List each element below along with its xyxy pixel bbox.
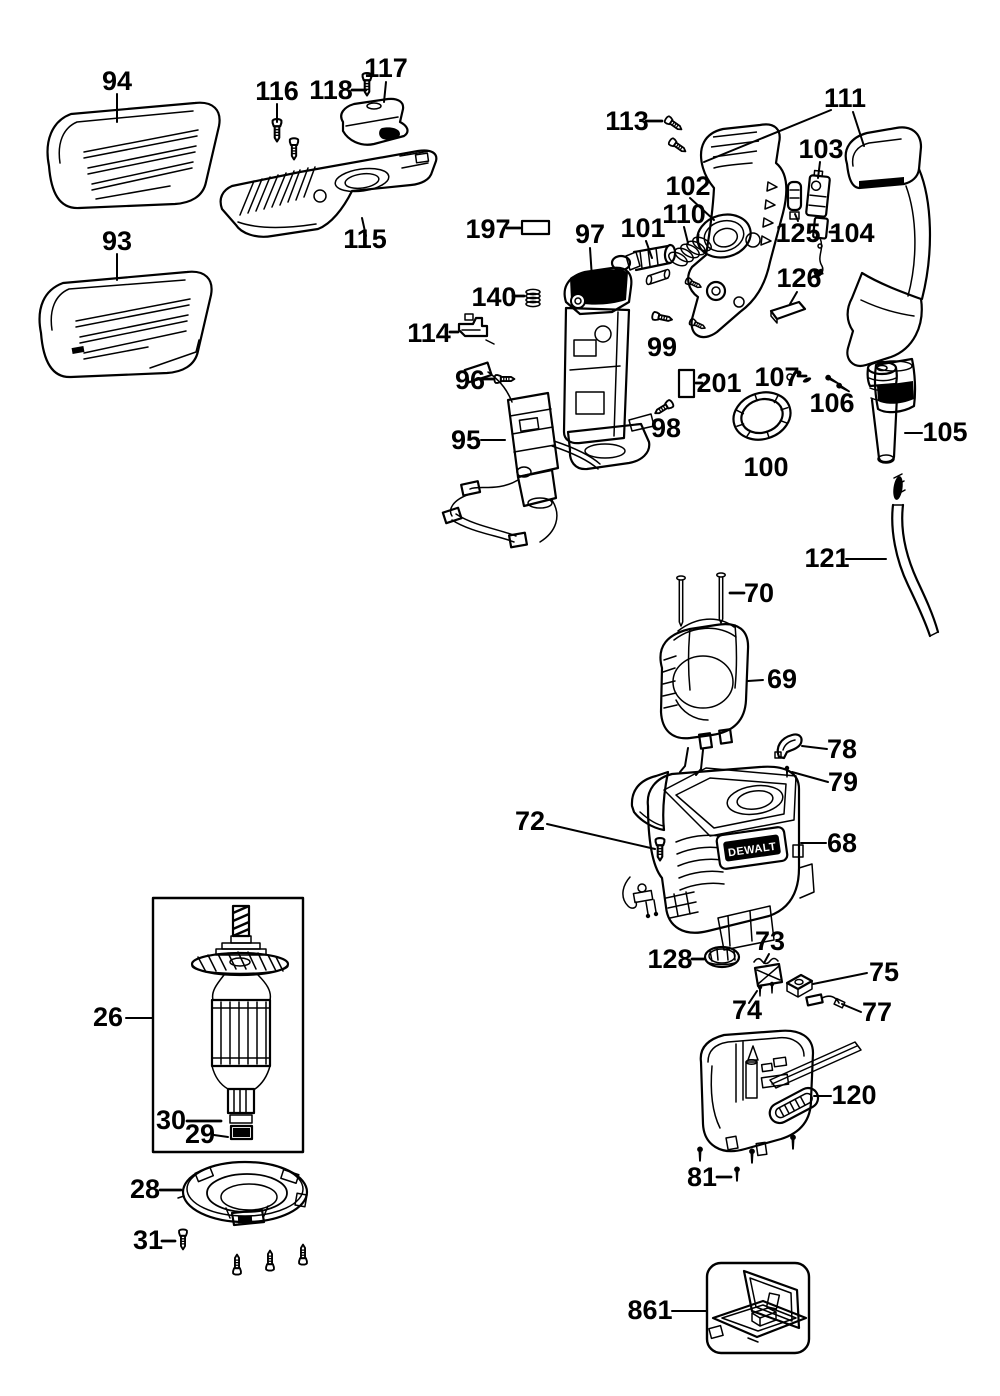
part-label-120: 120	[831, 1080, 877, 1110]
part-label-125: 125	[775, 218, 821, 248]
part-75-brush-cap-drawing	[787, 975, 812, 997]
part-label-101: 101	[620, 213, 666, 243]
part-label-116: 116	[255, 76, 299, 106]
part-label-861: 861	[627, 1295, 673, 1325]
part-label-115: 115	[343, 224, 387, 254]
part-label-126: 126	[776, 263, 822, 293]
part-label-30: 30	[155, 1105, 187, 1135]
part-label-72: 72	[514, 806, 546, 836]
part-label-94: 94	[101, 66, 133, 96]
part-label-100: 100	[743, 452, 789, 482]
part-label-99: 99	[646, 332, 678, 362]
part-78-brush-clip-drawing	[775, 734, 802, 758]
part-74-brush-holder-drawing	[755, 964, 782, 997]
part-126-label-plate-drawing	[771, 302, 805, 323]
part-label-97: 97	[574, 219, 606, 249]
part-69-field-drawing	[660, 619, 748, 775]
part-label-81: 81	[686, 1162, 718, 1192]
part-label-29: 29	[184, 1119, 216, 1149]
part-label-107: 107	[754, 362, 800, 392]
part-label-113: 113	[605, 106, 649, 136]
part-116-screws-drawing	[273, 119, 299, 159]
part-28-baffle-drawing	[178, 1162, 307, 1225]
part-label-104: 104	[829, 218, 875, 248]
part-label-118: 118	[309, 75, 353, 105]
part-93-grip-pad-drawing	[40, 272, 212, 377]
part-label-73: 73	[754, 926, 786, 956]
part-label-201: 201	[696, 368, 742, 398]
part-114-bracket-drawing	[459, 314, 494, 344]
part-label-79: 79	[827, 767, 859, 797]
part-113-screws-drawing	[664, 116, 688, 155]
part-201-label-drawing	[679, 370, 694, 397]
part-label-28: 28	[129, 1174, 161, 1204]
part-label-69: 69	[766, 664, 798, 694]
part-140-spring-clip-drawing	[526, 289, 540, 306]
wire-clip-drawing	[623, 877, 658, 918]
part-label-117: 117	[364, 53, 408, 83]
part-label-93: 93	[101, 226, 133, 256]
part-label-68: 68	[826, 828, 858, 858]
part-77-pigtail-drawing	[806, 994, 844, 1007]
part-label-197: 197	[465, 214, 511, 244]
part-label-70: 70	[743, 578, 775, 608]
part-861-kit-box-drawing	[707, 1263, 809, 1353]
part-label-128: 128	[647, 944, 693, 974]
part-label-96: 96	[454, 365, 486, 395]
part-labels	[93, 53, 968, 1325]
part-label-105: 105	[922, 417, 968, 447]
dewalt-logo-text: DEWALT	[727, 840, 778, 860]
part-72-screw-drawing	[656, 838, 665, 860]
part-label-75: 75	[868, 957, 900, 987]
part-label-114: 114	[407, 318, 451, 348]
part-99-screw-drawing	[652, 312, 673, 324]
part-label-95: 95	[450, 425, 482, 455]
part-label-77: 77	[861, 997, 893, 1027]
part-label-110: 110	[662, 199, 706, 229]
part-115-top-cover-drawing	[221, 150, 437, 236]
part-label-98: 98	[650, 413, 682, 443]
part-110-spring-drawing	[667, 234, 714, 268]
part-label-111: 111	[823, 83, 867, 113]
part-97-housing-drawing	[564, 268, 654, 469]
part-128-ring-drawing	[705, 947, 739, 967]
part-70-screws-drawing	[677, 573, 725, 626]
part-label-78: 78	[826, 734, 858, 764]
part-label-103: 103	[798, 134, 844, 164]
part-label-26: 26	[92, 1002, 124, 1032]
part-111-handle-outer-half-drawing	[846, 127, 930, 412]
part-label-74: 74	[731, 995, 763, 1025]
part-label-31: 31	[132, 1225, 164, 1255]
part-label-121: 121	[804, 543, 850, 573]
part-label-102: 102	[665, 171, 711, 201]
part-197-label-drawing	[522, 221, 549, 234]
part-30-washer-drawing	[230, 1115, 252, 1123]
part-label-106: 106	[809, 388, 855, 418]
part-121-cord-drawing	[892, 474, 938, 636]
part-94-grip-pad-drawing	[48, 103, 220, 208]
part-label-140: 140	[471, 282, 517, 312]
part-31-screws-drawing	[179, 1229, 307, 1274]
